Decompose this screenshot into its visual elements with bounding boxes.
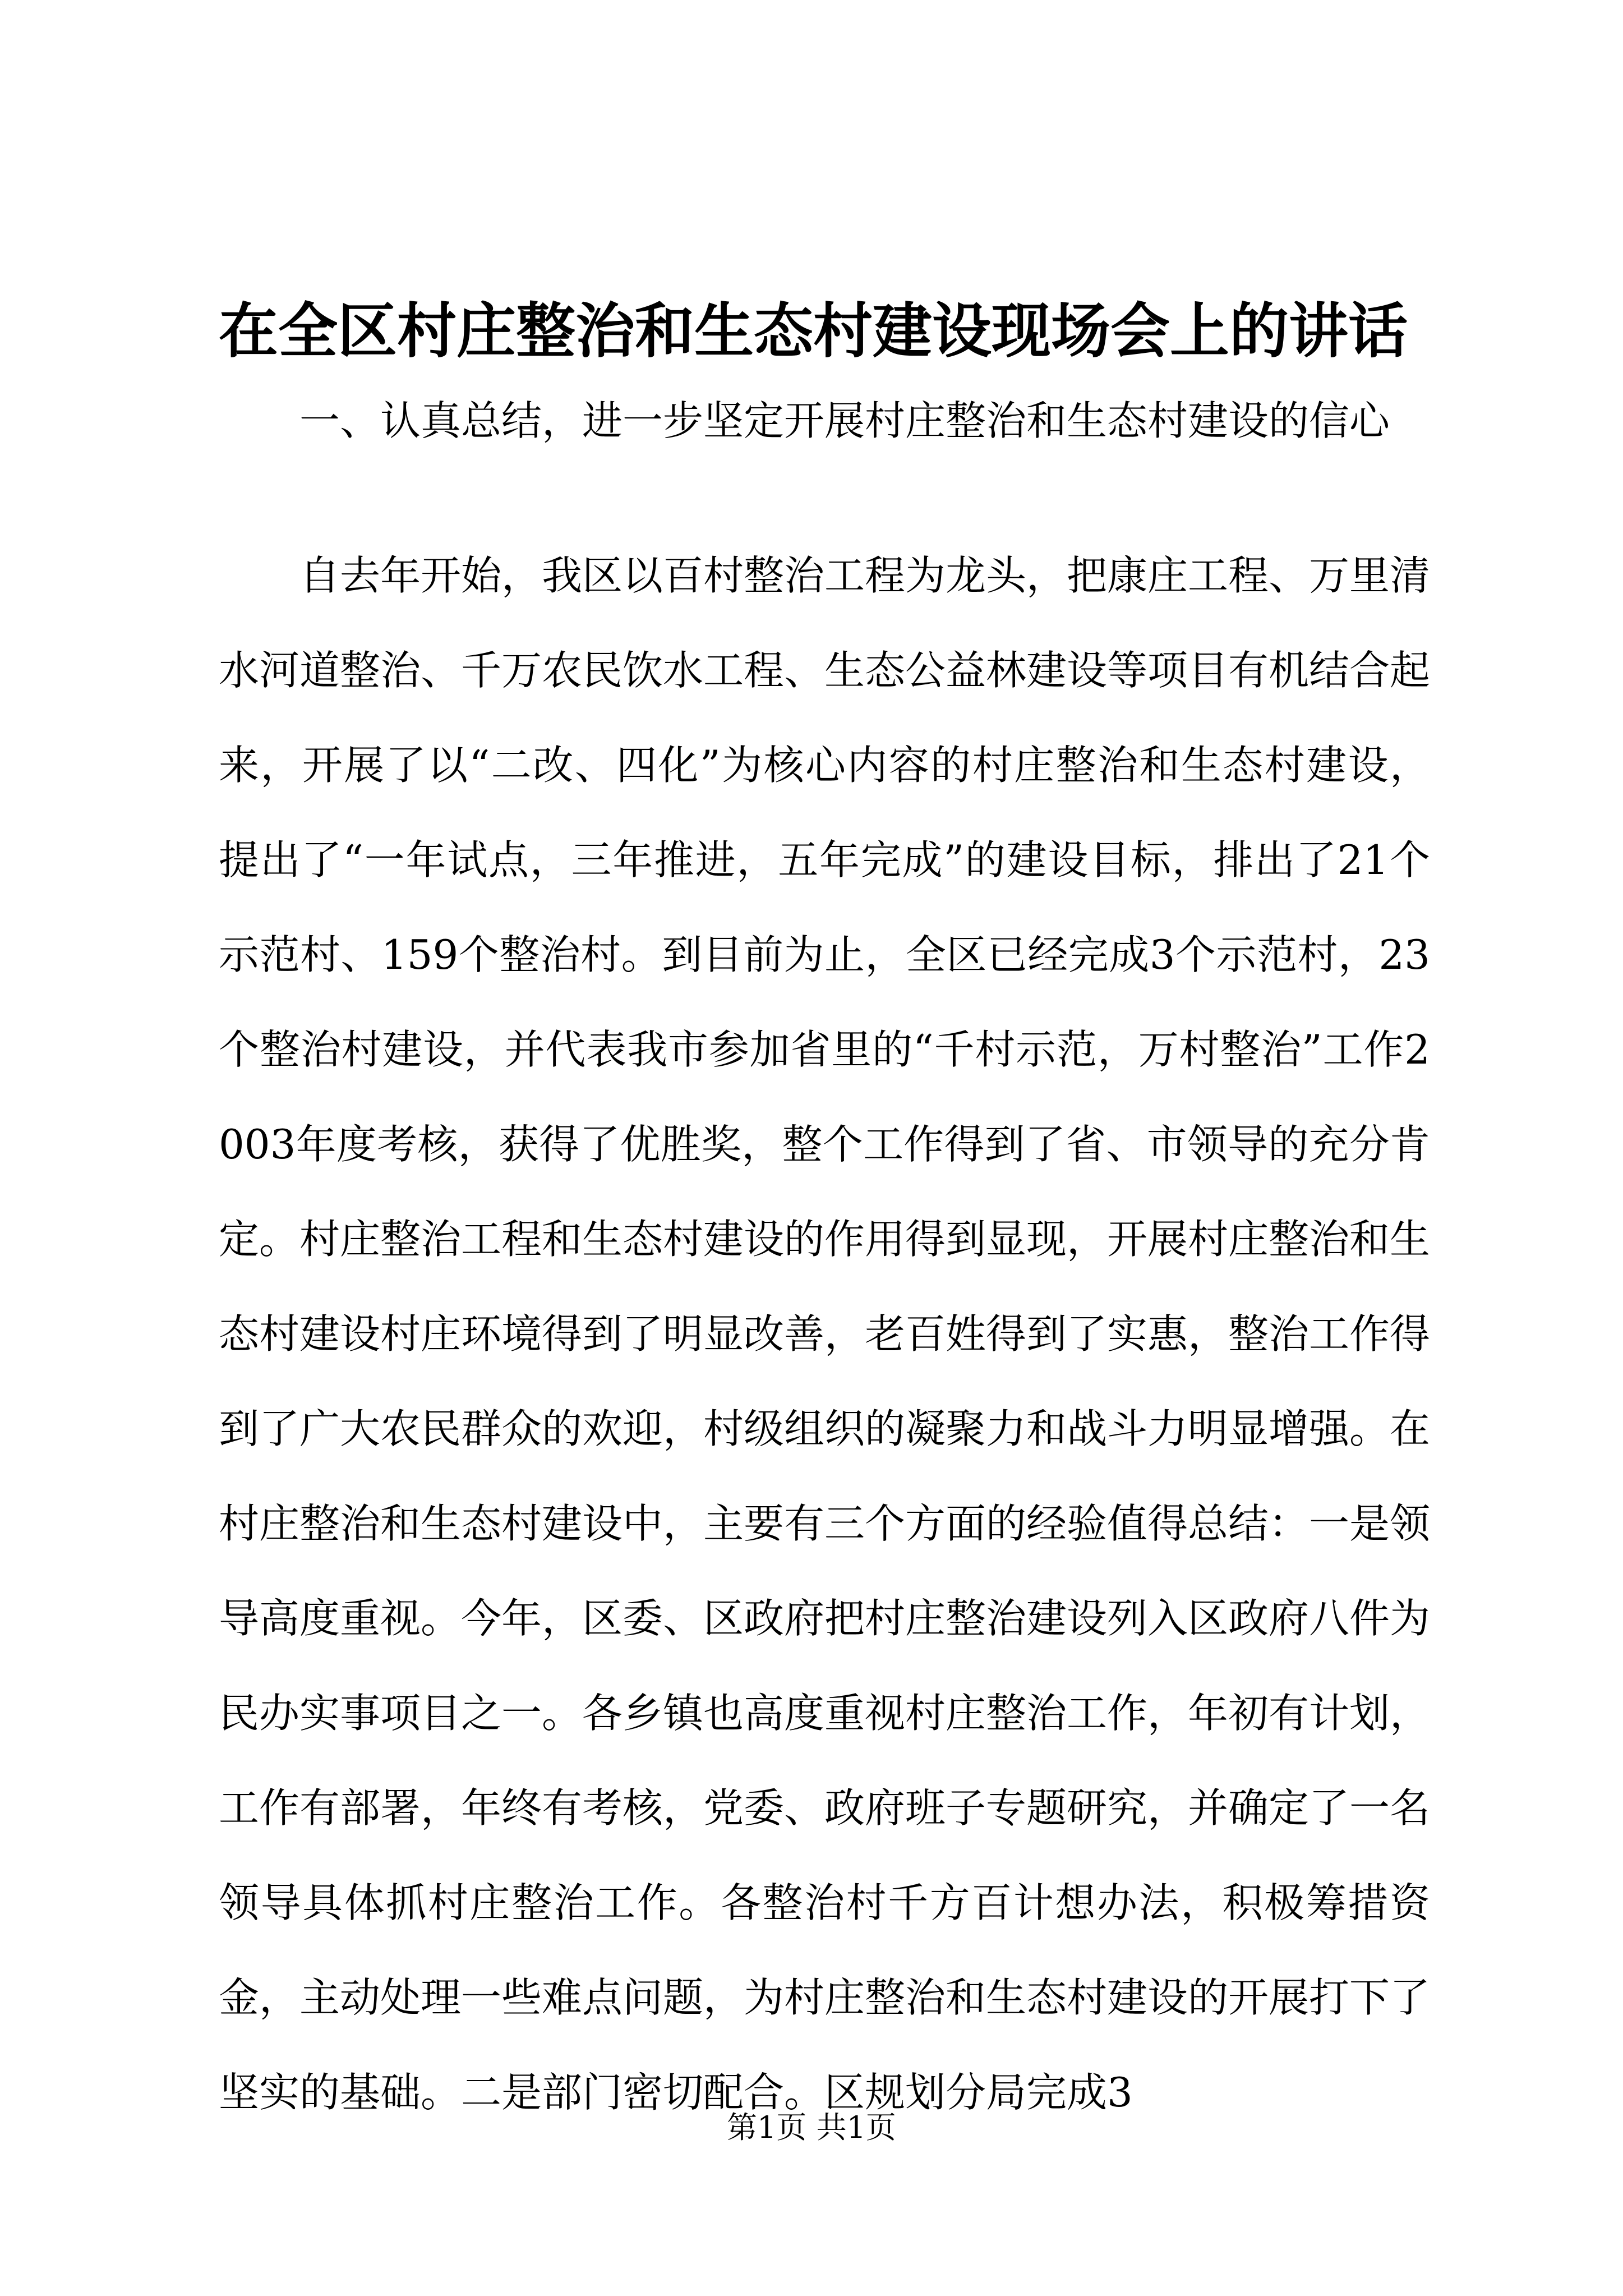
section-heading-paragraph: 一、认真总结，进一步坚定开展村庄整治和生态村建设的信心 — [299, 397, 1390, 444]
document-title: 在全区村庄整治和生态村建设现场会上的讲话 — [219, 296, 1408, 366]
page-footer: 第1页 共1页 — [727, 2110, 896, 2145]
body-paragraph: 自去年开始，我区以百村整治工程为龙头，把康庄工程、万里清水河道整治、千万农民饮水工程、生态公益林建设等项目有机结合起来，开展了以“二改、四化”为核心内容的村庄整治和生态村建设，提出了“一年试点，三年推进，五年完成”的建设目标，排出了21个示范村、159个整治村。到目前为止，全区已经完成3个示范村，23个整治村建设，并代表我市参加省里的“千村示范，万村整治”工作2003年度考核，获得了优胜奖，整个工作得到了省、市领导的充分肯定。村庄整治工程和生态村建设的作用得到显现，开展村庄整治和生态村建设村庄环境得到了明显改善，老百姓得到了实惠，整治工作得到了广大农民群众的欢迎，村级组织的凝聚力和战斗力明显增强。在村庄整治和生态村建设中，主要有三个方面的经验值得总结：一是领导高度重视。今年，区委、区政府把村庄整治建设列入区政府八件为民办实事项目之一。各乡镇也高度重视村庄整治工作，年初有计划，工作有部署，年终有考核，党委、政府班子专题研究，并确定了一名领导具体抓村庄整治工作。各整治村千方百计想办法，积极筹措资金，主动处理一些难点问题，为村庄整治和生态村建设的开展打下了坚实的基础。二是部门密切配合。区规划分局完成3 — [219, 552, 1431, 2116]
